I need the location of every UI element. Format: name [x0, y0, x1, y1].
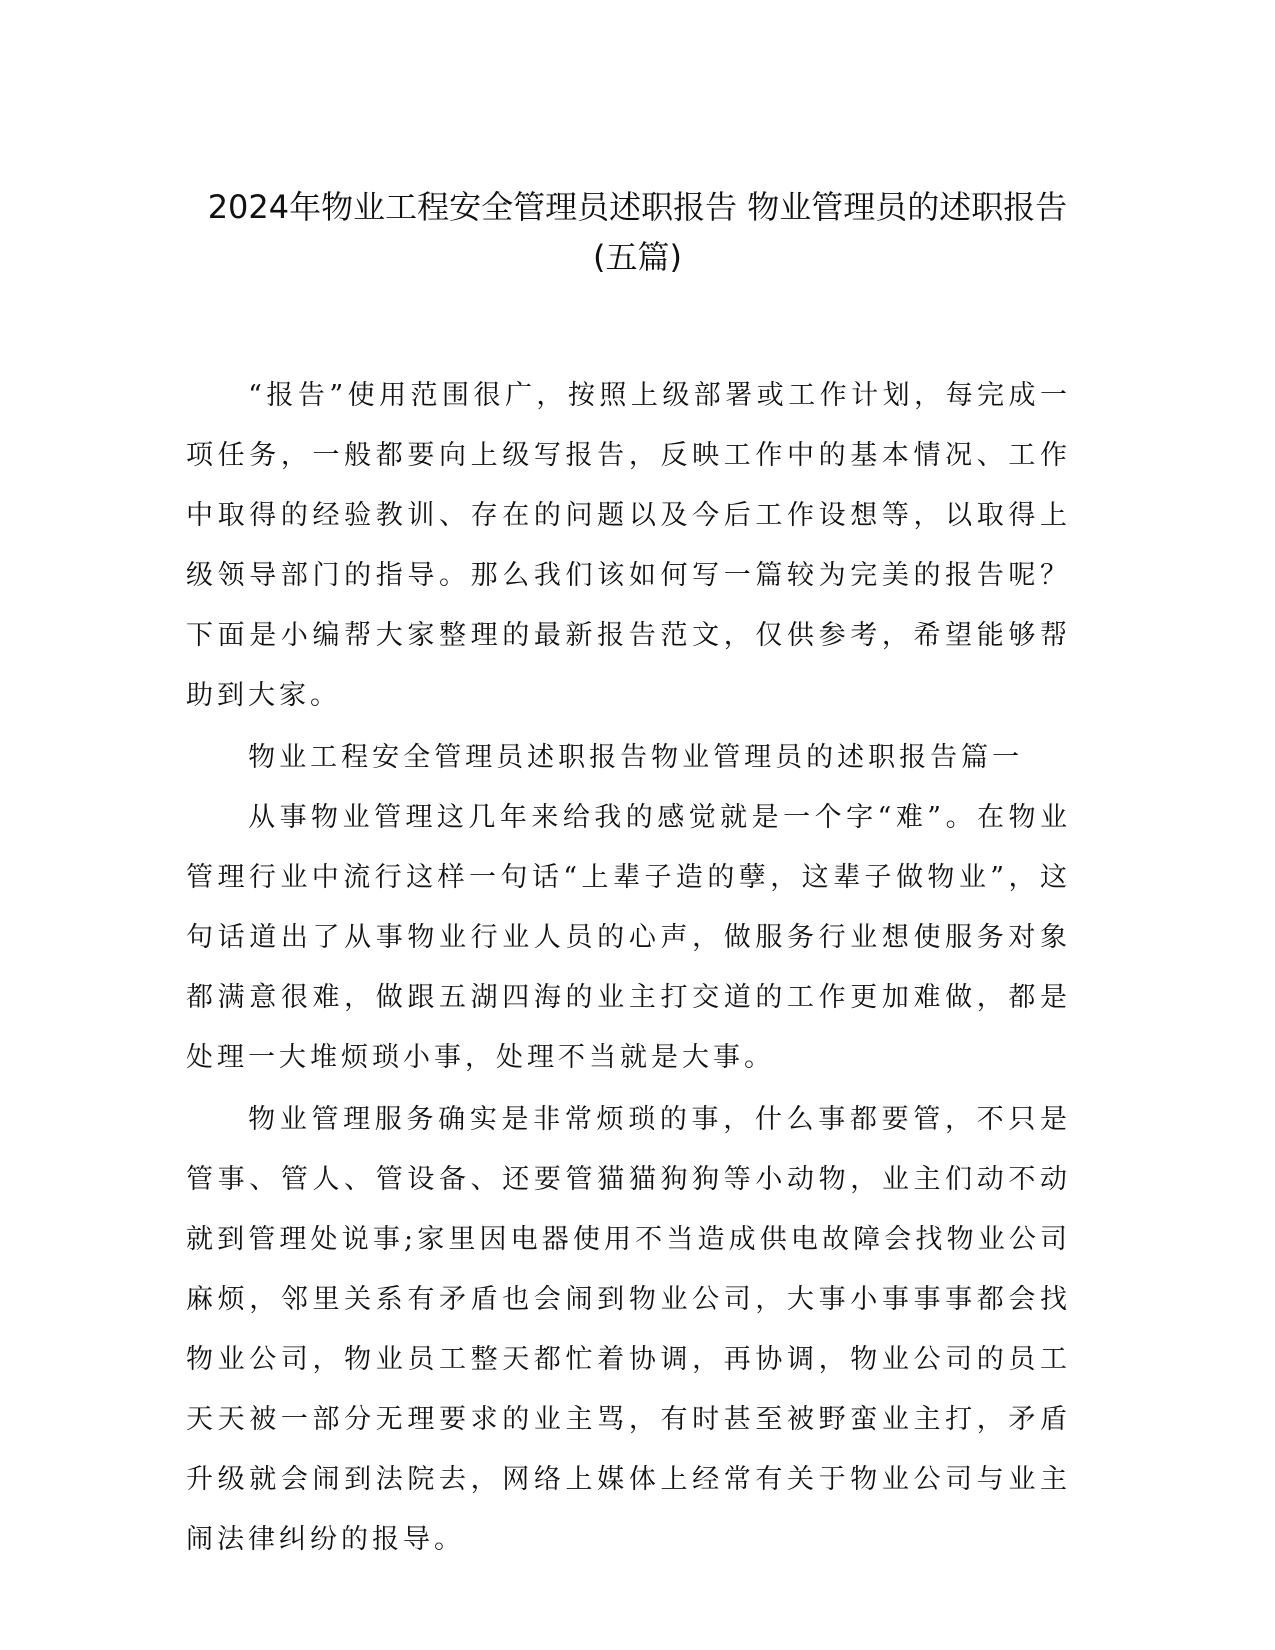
intro-paragraph: “报告”使用范围很广，按照上级部署或工作计划，每完成一项任务，一般都要向上级写报告，反映工作中的基本情况、工作中取得的经验教训、存在的问题以及今后工作设想等，以取得上级领导部门的指导。那么我们该如何写一篇较为完美的报告呢？下面是小编帮大家整理的最新报告范文，仅供参考，希望能够帮助到大家。 [186, 380, 1071, 711]
title-line-1: 2024年物业工程安全管理员述职报告 物业管理员的述职报告 [207, 188, 1068, 226]
document-title [150, 182, 1125, 282]
document-body [186, 366, 1071, 1570]
title-line-2: (五篇) [593, 238, 682, 276]
body-paragraph: 从事物业管理这几年来给我的感觉就是一个字“难”。在物业管理行业中流行这样一句话“上辈子造的孽，这辈子做物业”，这句话道出了从事物业行业人员的心声，做服务行业想使服务对象都满意很难，做跟五湖四海的业主打交道的工作更加难做，都是处理一大堆烦琐小事，处理不当就是大事。 [186, 802, 1071, 1073]
body-paragraph: 物业管理服务确实是非常烦琐的事，什么事都要管，不只是管事、管人、管设备、还要管猫猫狗狗等小动物，业主们动不动就到管理处说事;家里因电器使用不当造成供电故障会找物业公司麻烦，邻里关系有矛盾也会闹到物业公司，大事小事事事都会找物业公司，物业员工整天都忙着协调，再协调，物业公司的员工天天被一部分无理要求的业主骂，有时甚至被野蛮业主打，矛盾升级就会闹到法院去，网络上媒体上经常有关于物业公司与业主闹法律纠纷的报导。 [186, 1104, 1071, 1555]
section-heading: 物业工程安全管理员述职报告物业管理员的述职报告篇一 [248, 742, 1024, 773]
